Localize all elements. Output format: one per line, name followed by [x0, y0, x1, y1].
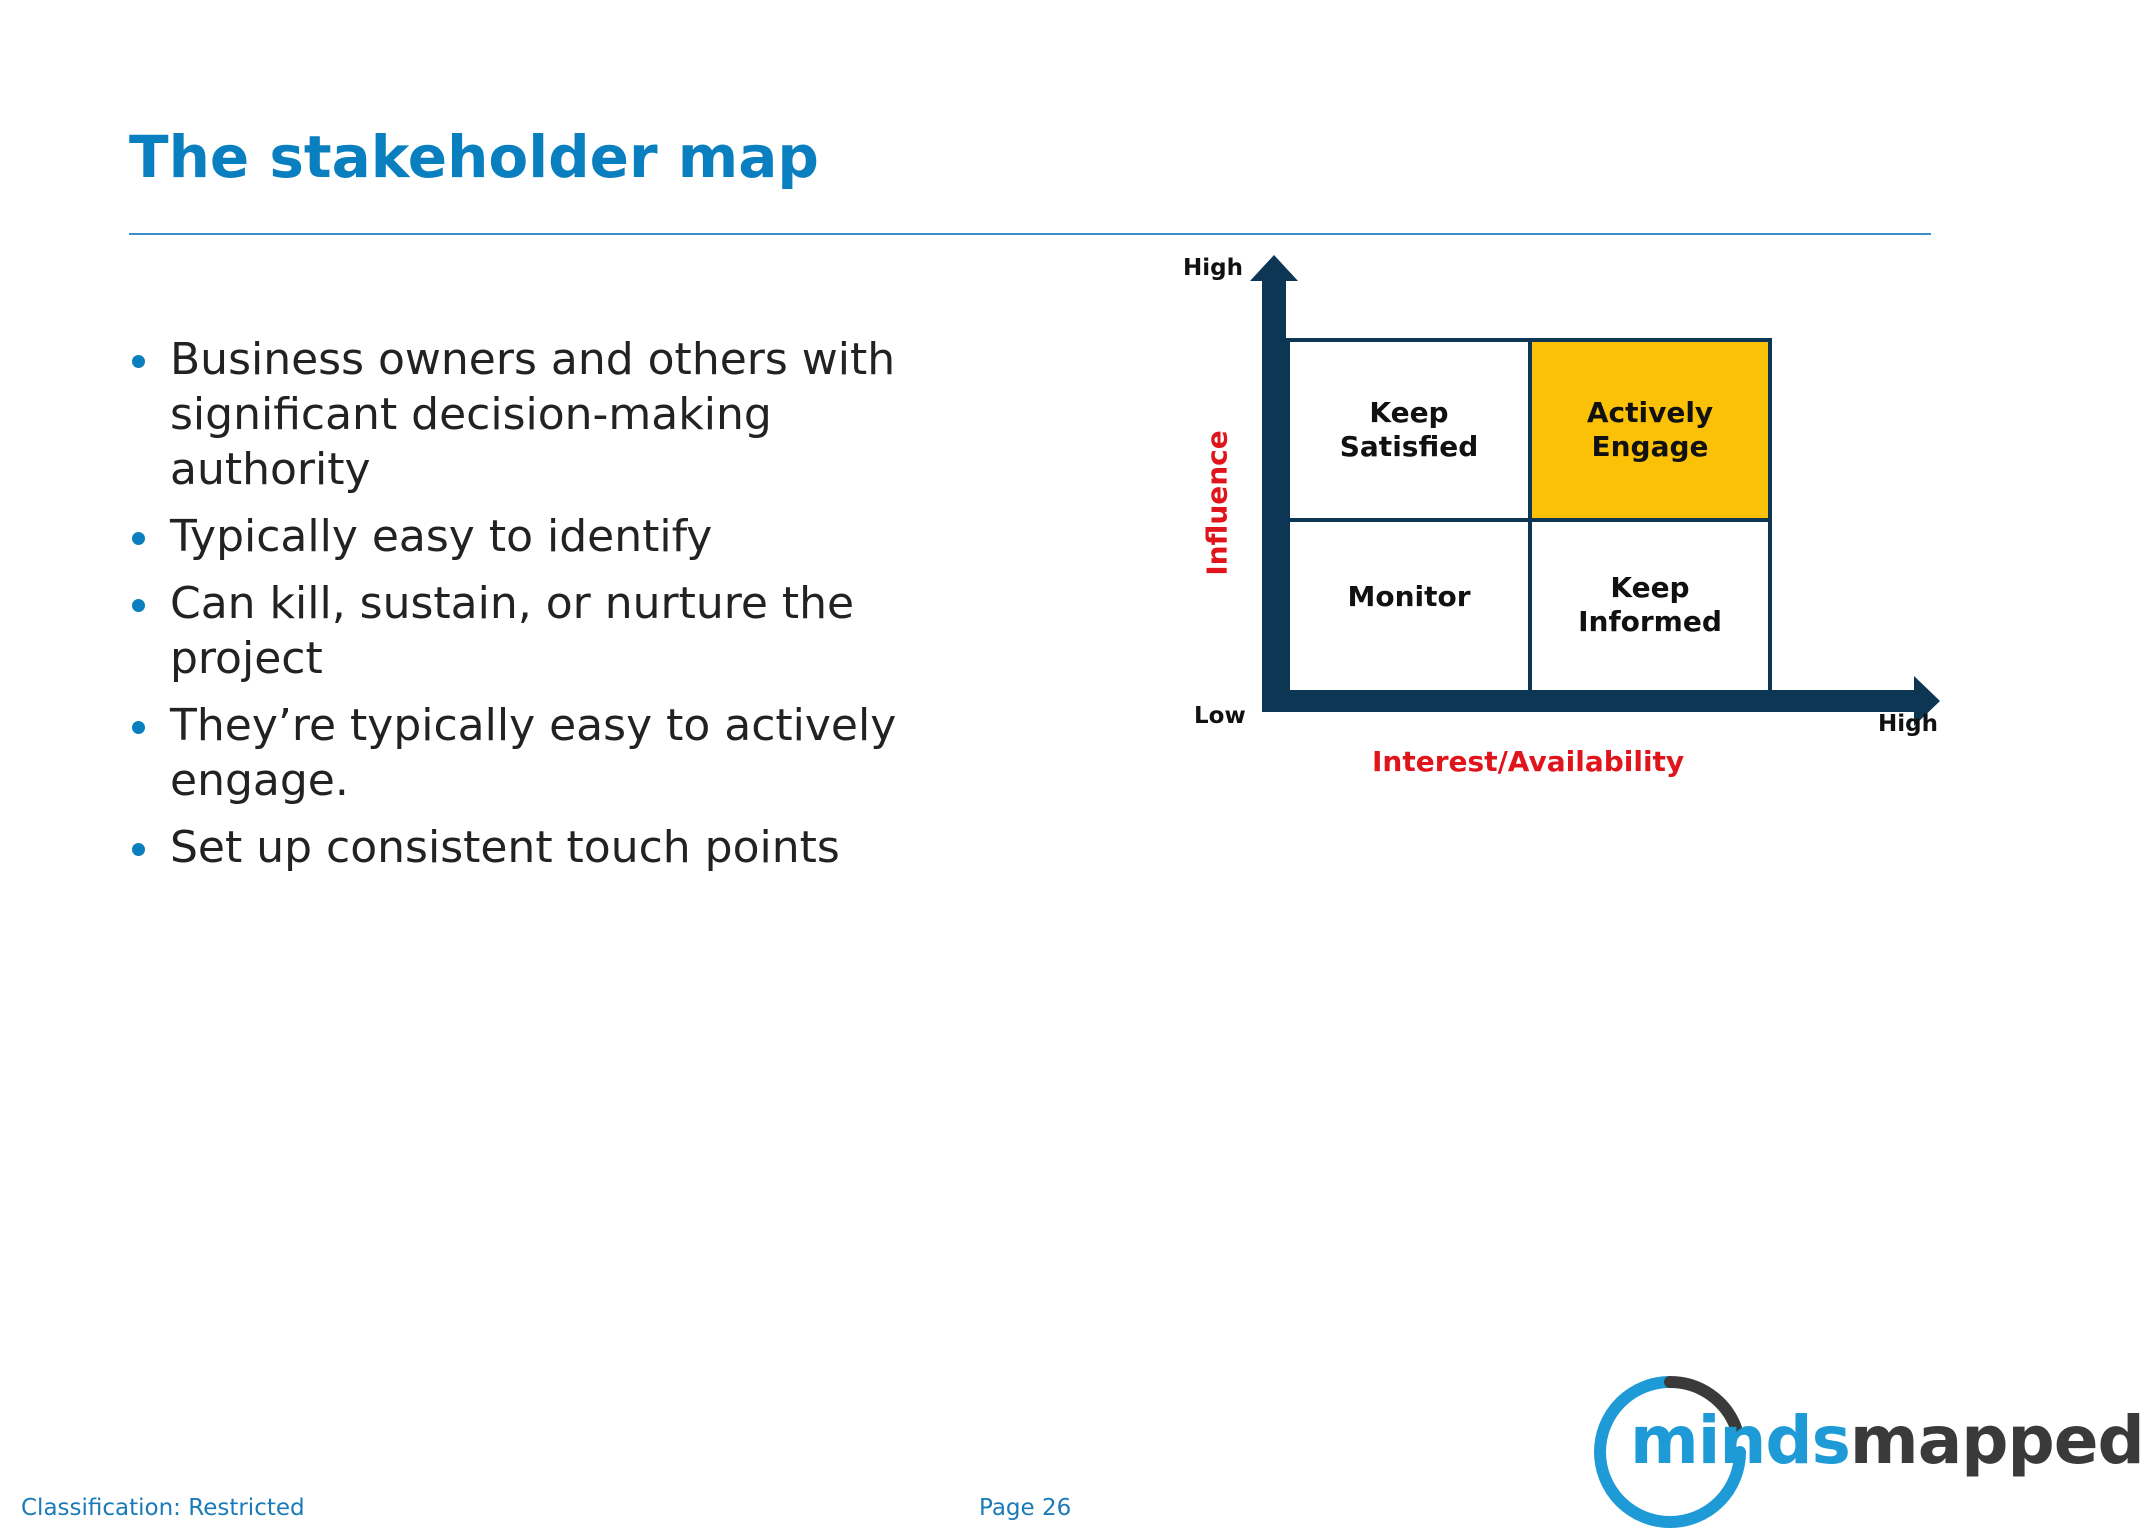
- bullet-text: They’re typically easy to actively engage.: [170, 700, 897, 806]
- slide-title: The stakeholder map: [129, 123, 819, 191]
- bullet-dot: [132, 721, 145, 734]
- mindsmapped-logo: [1590, 1372, 2144, 1532]
- bullet-text: Typically easy to identify: [170, 511, 713, 562]
- logo-word-mapped: mapped: [1849, 1402, 2144, 1479]
- logo-word-minds: minds: [1630, 1402, 1850, 1479]
- page-number: Page 26: [979, 1495, 1072, 1521]
- bullet-text: Business owners and others with significant decision-making authority: [170, 334, 896, 495]
- title-divider: [129, 233, 1931, 235]
- quadrant-keep-satisfied: Keep Satisfied: [1339, 396, 1479, 463]
- quadrant-keep-informed: Keep Informed: [1578, 571, 1722, 638]
- bullet-item: [128, 820, 968, 875]
- x-axis-high-label: High: [1878, 711, 1938, 737]
- bullet-item: [128, 509, 968, 564]
- quadrant-monitor: Monitor: [1347, 580, 1471, 613]
- quadrant-actively-engage: Actively Engage: [1586, 396, 1714, 463]
- bullet-item: [128, 576, 968, 686]
- classification-label: Classification: Restricted: [21, 1495, 305, 1521]
- bullet-dot: [132, 532, 145, 545]
- bullet-dot: [132, 599, 145, 612]
- bullet-dot: [132, 355, 145, 368]
- bullet-text: Set up consistent touch points: [170, 822, 840, 873]
- bullet-item: [128, 698, 968, 808]
- logo-wordmark: [1630, 1402, 2144, 1479]
- y-axis-high-label: High: [1183, 255, 1243, 281]
- x-axis-bar: [1262, 690, 1915, 712]
- bullet-text: Can kill, sustain, or nurture the project: [170, 578, 855, 684]
- bullet-list: [128, 332, 968, 887]
- y-axis-bar: [1262, 280, 1286, 705]
- stakeholder-matrix: [1170, 245, 1960, 805]
- bullet-dot: [132, 843, 145, 856]
- origin-low-label: Low: [1194, 703, 1246, 729]
- y-axis-arrowhead: [1250, 255, 1298, 281]
- y-axis-title: Influence: [1200, 430, 1234, 576]
- x-axis-title: Interest/Availability: [1372, 745, 1685, 778]
- bullet-item: [128, 332, 968, 497]
